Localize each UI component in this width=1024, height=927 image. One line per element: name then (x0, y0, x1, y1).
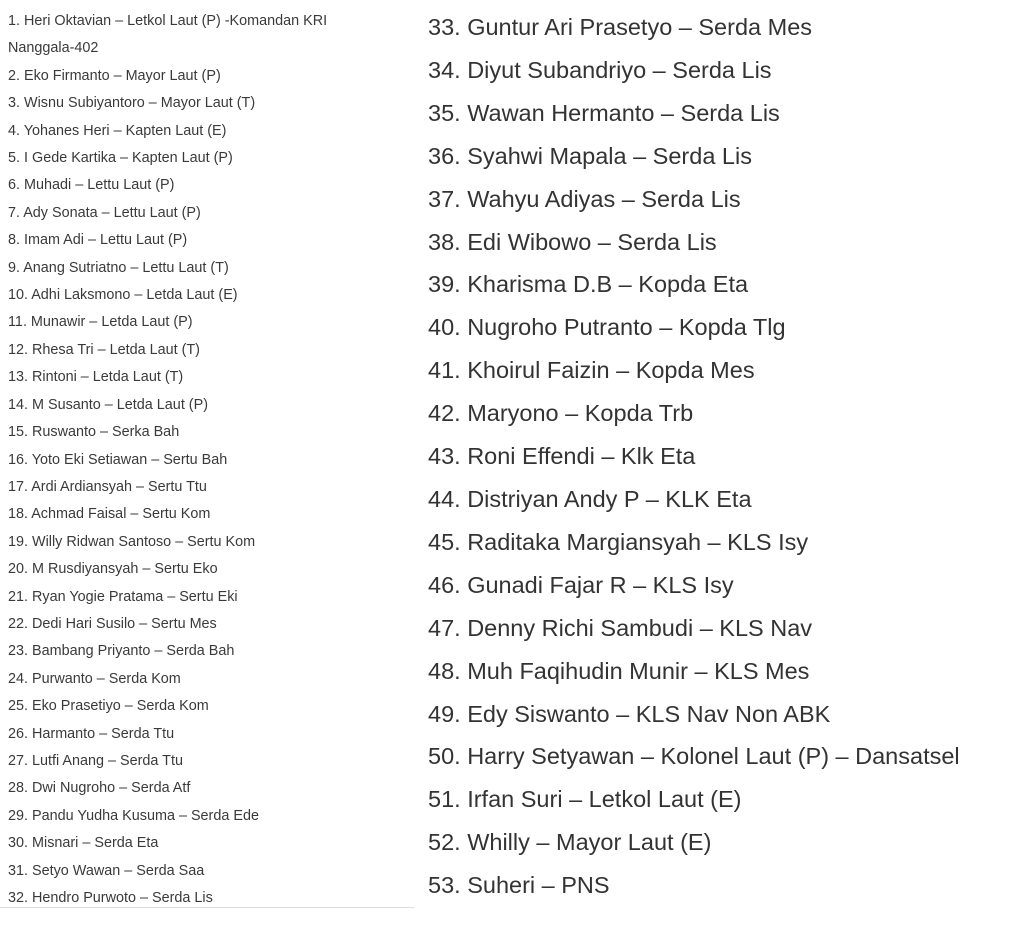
list-item: 47. Denny Richi Sambudi – KLS Nav (428, 614, 813, 641)
list-item: 52. Whilly – Mayor Laut (E) (428, 829, 712, 856)
list-item: 25. Eko Prasetiyo – Serda Kom (8, 698, 209, 715)
list-item: 11. Munawir – Letda Laut (P) (8, 314, 193, 331)
list-item: 37. Wahyu Adiyas – Serda Lis (428, 185, 741, 212)
list-item: 42. Maryono – Kopda Trb (428, 400, 694, 427)
list-item: 6. Muhadi – Lettu Laut (P) (8, 177, 175, 194)
list-item: 34. Diyut Subandriyo – Serda Lis (428, 56, 772, 83)
list-item: 17. Ardi Ardiansyah – Sertu Ttu (8, 478, 207, 495)
list-item: 23. Bambang Priyanto – Serda Bah (8, 643, 235, 660)
list-item: 7. Ady Sonata – Lettu Laut (P) (8, 204, 201, 221)
list-item: 36. Syahwi Mapala – Serda Lis (428, 142, 752, 169)
list-item: 50. Harry Setyawan – Kolonel Laut (P) – Dansatsel (428, 743, 960, 770)
list-item: 8. Imam Adi – Lettu Laut (P) (8, 232, 188, 249)
list-item: 20. M Rusdiyansyah – Sertu Eko (8, 561, 218, 578)
list-item: 26. Harmanto – Serda Ttu (8, 725, 175, 742)
list-item: 27. Lutfi Anang – Serda Ttu (8, 752, 183, 769)
list-item: 14. M Susanto – Letda Laut (P) (8, 396, 208, 413)
list-item: 51. Irfan Suri – Letkol Laut (E) (428, 786, 742, 813)
list-item: 39. Kharisma D.B – Kopda Eta (428, 271, 749, 298)
right-crew-list (428, 0, 1024, 907)
list-item: 24. Purwanto – Serda Kom (8, 670, 181, 687)
list-item: 9. Anang Sutriatno – Lettu Laut (T) (8, 259, 229, 276)
list-item: 4. Yohanes Heri – Kapten Laut (E) (8, 122, 227, 139)
list-item: 21. Ryan Yogie Pratama – Sertu Eki (8, 588, 238, 605)
list-item: 18. Achmad Faisal – Sertu Kom (8, 506, 211, 523)
list-item: 28. Dwi Nugroho – Serda Atf (8, 780, 191, 797)
left-crew-list (0, 0, 414, 912)
list-item: 19. Willy Ridwan Santoso – Sertu Kom (8, 533, 256, 550)
list-item: 31. Setyo Wawan – Serda Saa (8, 862, 205, 879)
list-item: 3. Wisnu Subiyantoro – Mayor Laut (T) (8, 95, 256, 112)
left-column (0, 0, 414, 908)
list-item: 49. Edy Siswanto – KLS Nav Non ABK (428, 700, 831, 727)
right-column (428, 0, 1024, 907)
list-item: 32. Hendro Purwoto – Serda Lis (8, 890, 213, 906)
list-item: 5. I Gede Kartika – Kapten Laut (P) (8, 150, 233, 167)
list-item: 1. Heri Oktavian – Letkol Laut (P) -Komandan KRI Nanggala-402 (8, 13, 328, 57)
list-item: 10. Adhi Laksmono – Letda Laut (E) (8, 287, 238, 304)
list-item: 2. Eko Firmanto – Mayor Laut (P) (8, 67, 221, 84)
list-item: 40. Nugroho Putranto – Kopda Tlg (428, 314, 786, 341)
list-item: 22. Dedi Hari Susilo – Sertu Mes (8, 615, 217, 632)
list-item: 16. Yoto Eki Setiawan – Sertu Bah (8, 451, 228, 468)
list-item: 35. Wawan Hermanto – Serda Lis (428, 99, 780, 126)
list-item: 48. Muh Faqihudin Munir – KLS Mes (428, 657, 810, 684)
list-item: 38. Edi Wibowo – Serda Lis (428, 228, 717, 255)
list-item: 43. Roni Effendi – Klk Eta (428, 443, 696, 470)
list-item: 44. Distriyan Andy P – KLK Eta (428, 485, 752, 512)
list-item: 33. Guntur Ari Prasetyo – Serda Mes (428, 14, 813, 40)
list-item: 45. Raditaka Margiansyah – KLS Isy (428, 528, 809, 555)
list-item: 13. Rintoni – Letda Laut (T) (8, 369, 184, 386)
list-item: 53. Suheri – PNS (428, 872, 610, 899)
list-item: 46. Gunadi Fajar R – KLS Isy (428, 571, 734, 598)
list-item: 12. Rhesa Tri – Letda Laut (T) (8, 341, 200, 358)
list-item: 15. Ruswanto – Serka Bah (8, 424, 180, 441)
list-item: 29. Pandu Yudha Kusuma – Serda Ede (8, 807, 259, 824)
list-item: 41. Khoirul Faizin – Kopda Mes (428, 357, 755, 384)
list-item: 30. Misnari – Serda Eta (8, 835, 159, 852)
